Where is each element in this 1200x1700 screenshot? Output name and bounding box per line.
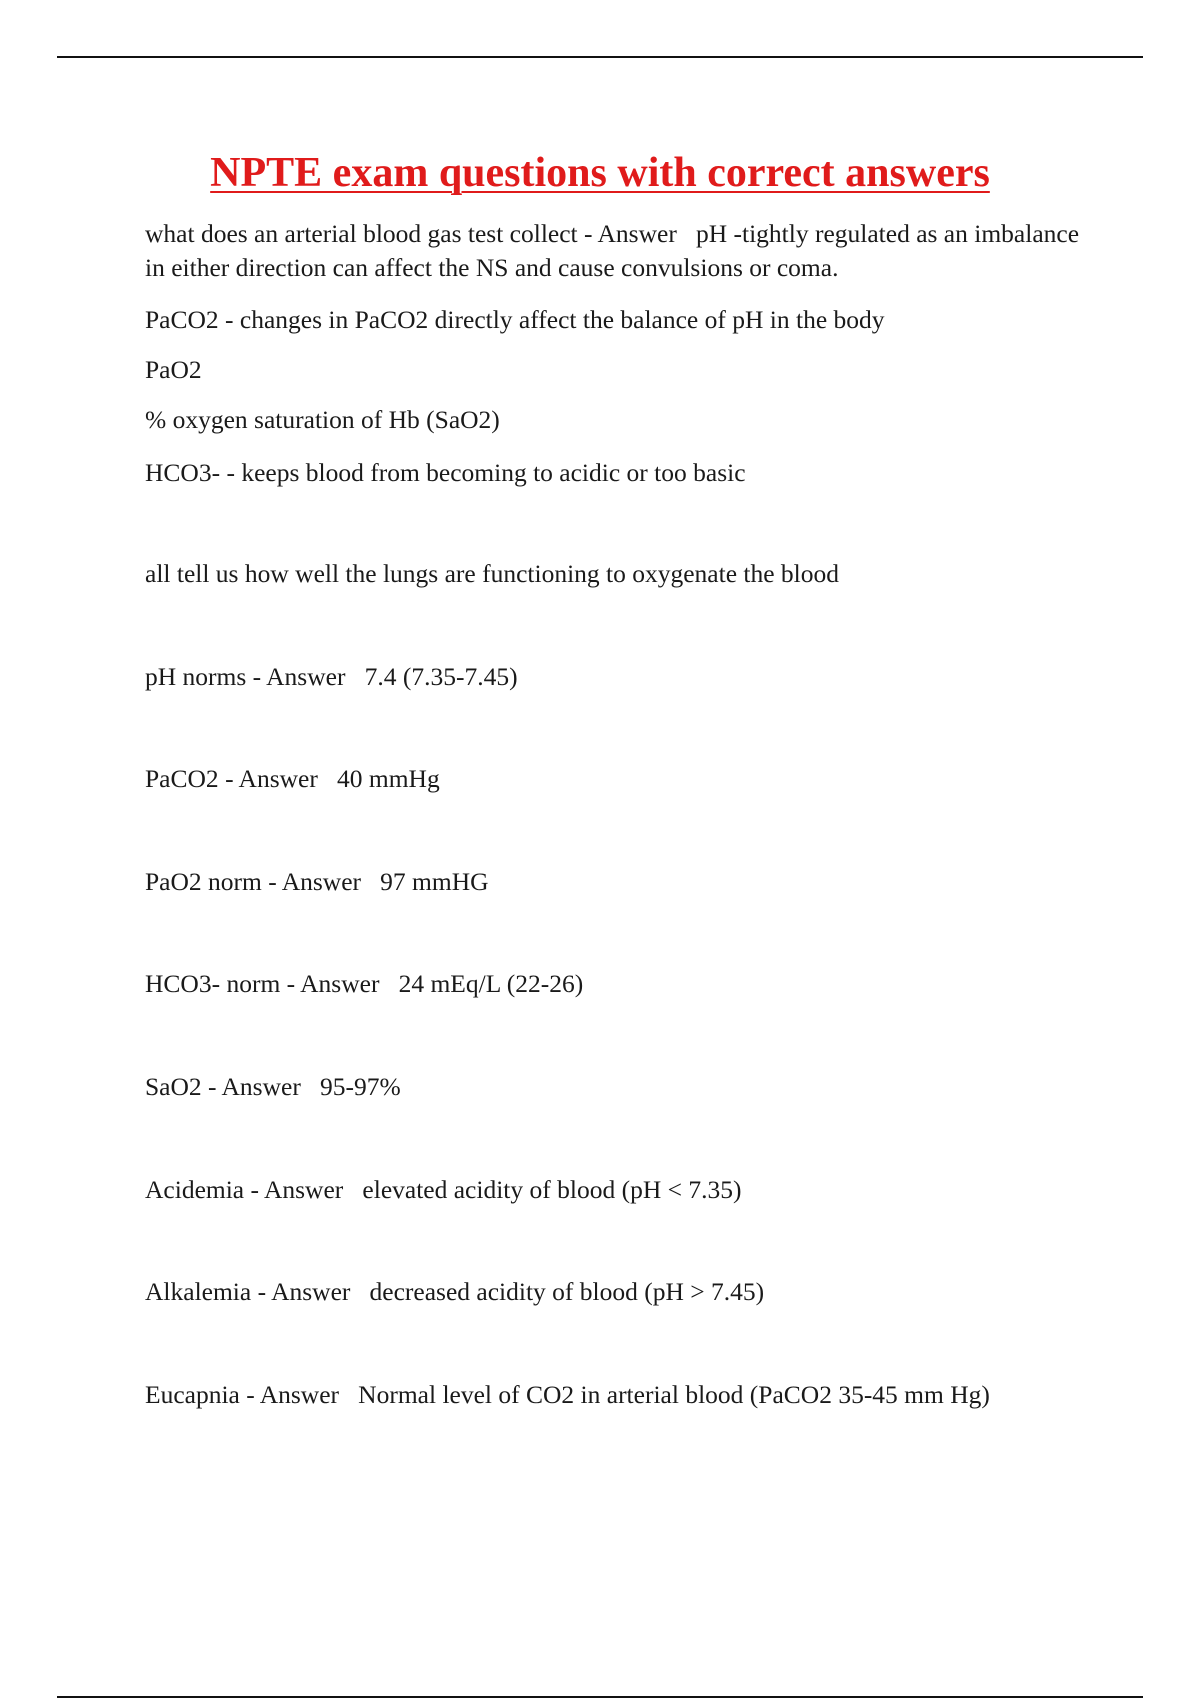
text-line: % oxygen saturation of Hb (SaO2): [145, 405, 500, 434]
qa-entry: [145, 967, 1085, 1001]
text-line: HCO3- - keeps blood from becoming to acidic or too basic: [145, 458, 746, 487]
answer-tag: Answer: [271, 1277, 351, 1306]
qa-entry: [145, 660, 1085, 694]
qa-entry: [145, 865, 1085, 899]
question: pH norms: [145, 662, 247, 691]
qa-entry: [145, 1070, 1085, 1104]
answer: 95-97%: [319, 1072, 401, 1101]
question: Acidemia: [145, 1175, 245, 1204]
question: what does an arterial blood gas test collect: [145, 219, 578, 248]
qa-entry: [145, 217, 1085, 285]
answer: elevated acidity of blood (pH < 7.35): [362, 1175, 742, 1204]
question: PaCO2: [145, 764, 219, 793]
question: HCO3- norm: [145, 969, 281, 998]
page-title: NPTE exam questions with correct answers: [210, 150, 990, 196]
separator: -: [246, 662, 267, 691]
answer-tag: Answer: [266, 662, 346, 691]
separator: -: [251, 1277, 272, 1306]
answer-tag: Answer: [259, 1380, 340, 1409]
separator: -: [244, 1175, 264, 1204]
answer: Normal level of CO2 in arterial blood (PaCO2 35-45 mm Hg): [358, 1380, 990, 1409]
separator: -: [280, 969, 301, 998]
separator: -: [577, 219, 598, 248]
text-line: PaO2: [145, 355, 202, 384]
answer: 40 mmHg: [336, 764, 440, 793]
separator: -: [261, 867, 282, 896]
answer-tag: Answer: [281, 867, 362, 896]
qa-entry: [145, 1173, 1085, 1207]
answer: pH -tightly regulated as an imbalance in either direction can affect the NS and cause convulsions or coma.: [145, 219, 1080, 282]
question: PaO2 norm: [145, 867, 262, 896]
question: SaO2: [145, 1072, 202, 1101]
top-rule: [57, 56, 1143, 58]
answer-tag: Answer: [300, 969, 380, 998]
answer: 97 mmHG: [380, 867, 489, 896]
answer: 24 mEq/L (22-26): [398, 969, 584, 998]
answer-tag: Answer: [221, 1072, 301, 1101]
answer: decreased acidity of blood (pH > 7.45): [369, 1277, 765, 1306]
text-line: all tell us how well the lungs are functioning to oxygenate the blood: [145, 559, 840, 588]
separator: -: [201, 1072, 222, 1101]
qa-entry: [145, 1378, 1085, 1412]
question: Eucapnia: [145, 1380, 240, 1409]
answer-tag: Answer: [263, 1175, 344, 1204]
separator: -: [239, 1380, 260, 1409]
separator: -: [218, 764, 239, 793]
answer: 7.4 (7.35-7.45): [364, 662, 518, 691]
text-line: PaCO2 - changes in PaCO2 directly affect the balance of pH in the body: [145, 305, 885, 334]
answer-tag: Answer: [238, 764, 318, 793]
bottom-rule: [57, 1696, 1143, 1698]
question: Alkalemia: [145, 1277, 252, 1306]
answer-tag: Answer: [597, 219, 677, 248]
qa-entry: [145, 762, 1085, 796]
qa-entry: [145, 1275, 1085, 1309]
